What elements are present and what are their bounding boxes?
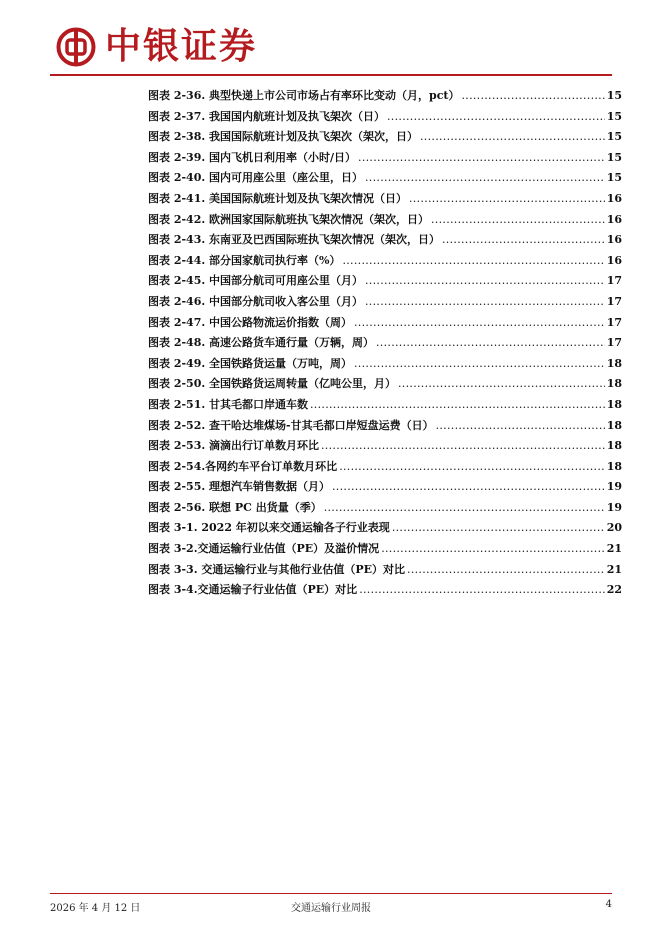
toc-entry[interactable]: [148, 148, 622, 169]
toc-entry[interactable]: [148, 477, 622, 498]
toc-entry[interactable]: [148, 210, 622, 231]
toc-leader-dots: [321, 436, 605, 457]
toc-entry[interactable]: [148, 251, 622, 272]
toc-entry-page: 17: [606, 274, 622, 288]
toc-entry-page: 22: [606, 583, 622, 597]
toc-entry-label: 图表 3-1. 2022 年初以来交通运输各子行业表现: [148, 521, 390, 535]
toc-entry[interactable]: [148, 230, 622, 251]
toc-entry-label: 图表 2-38. 我国国际航班计划及执飞架次（架次，日）: [148, 130, 419, 144]
toc-entry[interactable]: [148, 333, 622, 354]
toc-entry[interactable]: [148, 374, 622, 395]
toc-entry-label: 图表 2-42. 欧洲国家国际航班执飞架次情况（架次，日）: [148, 212, 430, 226]
toc-entry-page: 18: [606, 356, 622, 370]
toc-entry-page: 19: [606, 500, 622, 514]
toc-entry-page: 19: [606, 480, 622, 494]
toc-entry-label: 图表 2-56. 联想 PC 出货量（季）: [148, 500, 322, 514]
footer-report-title: 交通运输行业周报: [291, 903, 371, 914]
toc-entry-page: 18: [606, 377, 622, 391]
toc-entry-label: 图表 2-37. 我国国内航班计划及执飞架次（日）: [148, 109, 386, 123]
page-header: [0, 0, 662, 82]
toc-entry-page: 15: [606, 130, 622, 144]
toc-entry-label: 图表 2-46. 中国部分航司收入客公里（月）: [148, 294, 364, 308]
toc-entry-label: 图表 2-54.各网约车平台订单数月环比: [148, 459, 338, 473]
toc-entry-label: 图表 2-36. 典型快递上市公司市场占有率环比变动（月，pct）: [148, 89, 460, 102]
toc-entry-label: 图表 3-3. 交通运输行业与其他行业估值（PE）对比: [148, 562, 406, 576]
toc-entry[interactable]: [148, 313, 622, 334]
toc-leader-dots: [381, 539, 605, 560]
footer-date: 2026 年 4 月 12 日: [50, 903, 141, 914]
toc-entry[interactable]: [148, 292, 622, 313]
toc-leader-dots: [436, 416, 605, 437]
toc-entry[interactable]: [148, 107, 622, 128]
toc-entry-label: 图表 2-53. 滴滴出行订单数月环比: [148, 439, 320, 453]
toc-entry-label: 图表 2-41. 美国国际航班计划及执飞架次情况（日）: [148, 191, 408, 205]
toc-entry[interactable]: [148, 518, 622, 539]
toc-entry-label: 图表 2-52. 查干哈达堆煤场-甘其毛都口岸短盘运费（日）: [148, 418, 434, 432]
toc-entry-page: 17: [606, 294, 622, 308]
toc-entry-page: 16: [606, 212, 622, 226]
toc-entry-label: 图表 3-4.交通运输子行业估值（PE）对比: [148, 583, 358, 597]
toc-leader-dots: [420, 127, 605, 148]
toc-entry-label: 图表 2-49. 全国铁路货运量（万吨，周）: [148, 356, 353, 370]
toc-leader-dots: [354, 313, 605, 334]
table-of-figures: [148, 86, 622, 601]
toc-leader-dots: [442, 230, 605, 251]
toc-leader-dots: [461, 86, 604, 107]
toc-entry-page: 20: [606, 521, 622, 535]
toc-leader-dots: [324, 498, 605, 519]
toc-entry-page: 21: [606, 542, 622, 556]
toc-leader-dots: [339, 457, 605, 478]
toc-entry-page: 17: [606, 336, 622, 350]
footer-page-number: 4: [605, 899, 612, 910]
toc-entry-page: 16: [606, 191, 622, 205]
header-divider: [50, 74, 612, 76]
toc-entry-label: 图表 2-48. 高速公路货车通行量（万辆，周）: [148, 336, 375, 350]
toc-entry[interactable]: [148, 498, 622, 519]
toc-entry-label: 图表 2-50. 全国铁路货运周转量（亿吨公里，月）: [148, 377, 397, 391]
toc-leader-dots: [365, 168, 605, 189]
toc-leader-dots: [310, 395, 605, 416]
toc-leader-dots: [359, 580, 605, 601]
toc-leader-dots: [332, 477, 605, 498]
toc-leader-dots: [365, 271, 605, 292]
toc-leader-dots: [407, 560, 605, 581]
toc-leader-dots: [342, 251, 604, 272]
toc-entry[interactable]: [148, 539, 622, 560]
toc-entry-label: 图表 2-51. 甘其毛都口岸通车数: [148, 397, 309, 411]
toc-entry-page: 16: [606, 233, 622, 247]
toc-entry[interactable]: [148, 189, 622, 210]
toc-entry-page: 15: [606, 109, 622, 123]
toc-leader-dots: [431, 210, 605, 231]
toc-entry-page: 21: [606, 562, 622, 576]
toc-entry[interactable]: [148, 168, 622, 189]
toc-entry-label: 图表 2-39. 国内飞机日利用率（小时/日）: [148, 150, 357, 164]
toc-entry-label: 图表 2-55. 理想汽车销售数据（月）: [148, 480, 331, 494]
toc-entry[interactable]: [148, 395, 622, 416]
toc-entry[interactable]: [148, 354, 622, 375]
toc-entry[interactable]: [148, 457, 622, 478]
bank-of-china-logo-icon: [56, 27, 96, 67]
toc-entry-page: 17: [606, 315, 622, 329]
toc-entry[interactable]: [148, 436, 622, 457]
toc-entry-label: 图表 3-2.交通运输行业估值（PE）及溢价情况: [148, 542, 380, 556]
toc-entry-page: 16: [606, 253, 622, 267]
toc-entry-label: 图表 2-44. 部分国家航司执行率（%）: [148, 253, 341, 267]
toc-entry-label: 图表 2-40. 国内可用座公里（座公里，日）: [148, 171, 364, 185]
toc-entry-page: 18: [606, 439, 622, 453]
toc-entry-page: 15: [606, 89, 622, 102]
toc-leader-dots: [365, 292, 605, 313]
toc-entry-page: 15: [606, 171, 622, 185]
toc-entry[interactable]: [148, 86, 622, 107]
toc-entry-page: 15: [606, 150, 622, 164]
toc-leader-dots: [354, 354, 605, 375]
toc-entry-label: 图表 2-45. 中国部分航司可用座公里（月）: [148, 274, 364, 288]
toc-leader-dots: [387, 107, 605, 128]
toc-entry[interactable]: [148, 560, 622, 581]
toc-entry[interactable]: [148, 416, 622, 437]
toc-entry[interactable]: [148, 580, 622, 601]
toc-entry-label: 图表 2-43. 东南亚及巴西国际班执飞架次情况（架次，日）: [148, 233, 441, 247]
toc-leader-dots: [398, 374, 605, 395]
toc-entry-page: 18: [606, 418, 622, 432]
toc-leader-dots: [409, 189, 605, 210]
footer-divider: [50, 893, 612, 894]
toc-entry-page: 18: [606, 459, 622, 473]
toc-leader-dots: [392, 518, 605, 539]
toc-leader-dots: [376, 333, 605, 354]
toc-entry[interactable]: [148, 271, 622, 292]
toc-entry[interactable]: [148, 127, 622, 148]
toc-entry-label: 图表 2-47. 中国公路物流运价指数（周）: [148, 315, 353, 329]
brand-name: 中银证券: [105, 25, 258, 67]
toc-entry-page: 18: [606, 397, 622, 411]
toc-leader-dots: [358, 148, 605, 169]
